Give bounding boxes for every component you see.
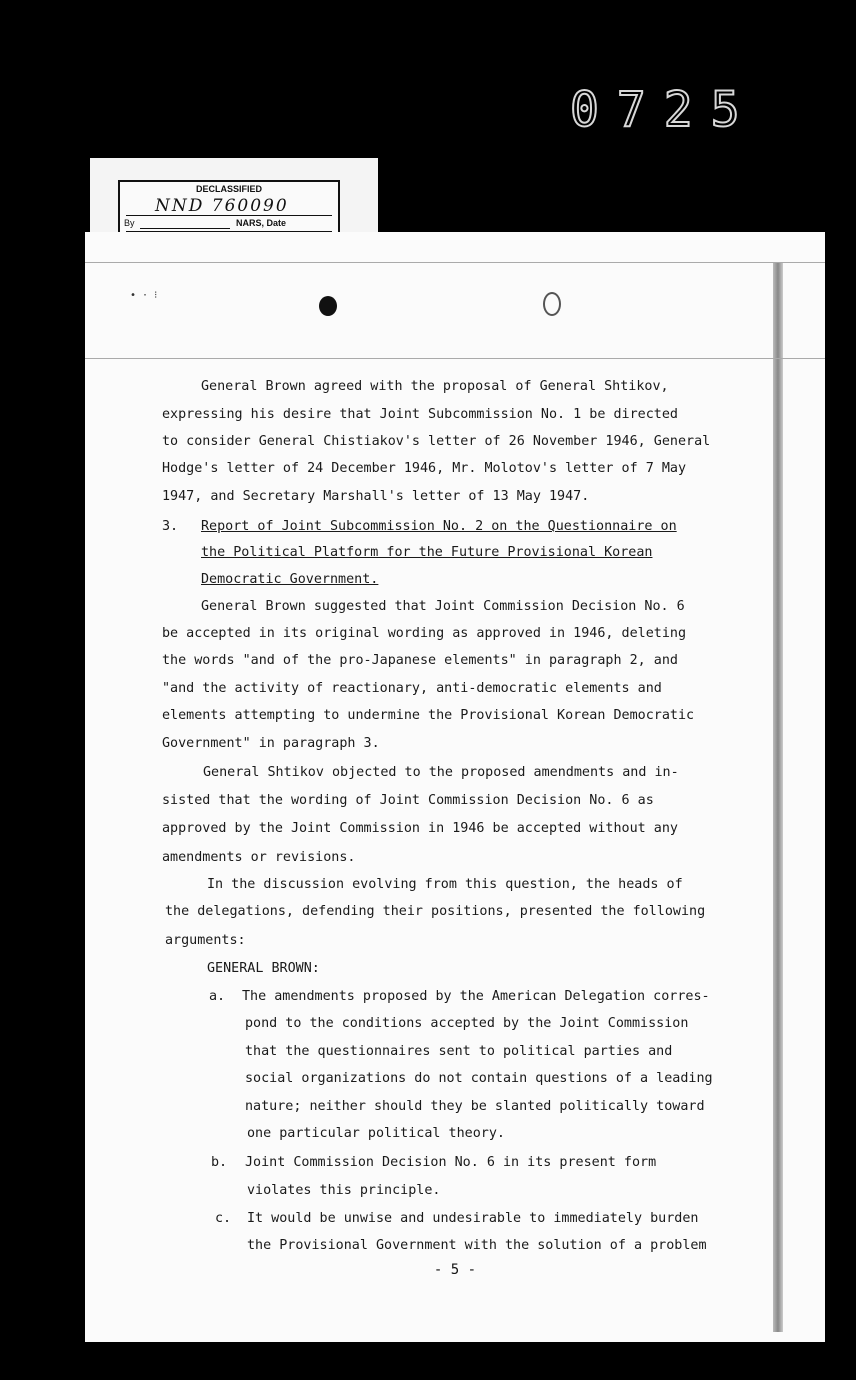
document-line: to consider General Chistiakov's letter of 26 November 1946, General [162, 434, 711, 449]
document-line: elements attempting to undermine the Provisional Korean Democratic [162, 708, 695, 723]
document-page [85, 232, 825, 1342]
document-line: violates this principle. [247, 1183, 441, 1198]
document-line: one particular political theory. [247, 1126, 505, 1141]
document-line: GENERAL BROWN: [207, 961, 320, 976]
document-line: that the questionnaires sent to political parties and [245, 1044, 673, 1059]
page-rule [85, 262, 825, 263]
document-line: the words "and of the pro-Japanese elements" in paragraph 2, and [162, 653, 678, 668]
document-line: be accepted in its original wording as approved in 1946, deleting [162, 626, 687, 641]
document-line: Democratic Government. [201, 572, 379, 587]
document-line: General Brown agreed with the proposal of General Shtikov, [201, 379, 669, 394]
document-line: In the discussion evolving from this question, the heads of [207, 877, 683, 892]
document-line: General Brown suggested that Joint Commission Decision No. 6 [201, 599, 685, 614]
document-line: c. [215, 1211, 232, 1226]
document-line: General Shtikov objected to the proposed amendments and in- [203, 765, 679, 780]
document-line: approved by the Joint Commission in 1946 be accepted without any [162, 821, 678, 836]
document-line: The amendments proposed by the American Delegation corres- [242, 989, 710, 1004]
stamp-authority: NND 760090 [155, 196, 289, 216]
document-line: Government" in paragraph 3. [162, 736, 380, 751]
document-line: It would be unwise and undesirable to immediately burden [247, 1211, 699, 1226]
stamp-box [118, 180, 340, 238]
document-line: nature; neither should they be slanted politically toward [245, 1099, 705, 1114]
declassification-stamp [90, 158, 378, 240]
document-line: social organizations do not contain questions of a leading [245, 1071, 713, 1086]
document-line: Hodge's letter of 24 December 1946, Mr. Molotov's letter of 7 May [162, 461, 687, 476]
document-line: sisted that the wording of Joint Commission Decision No. 6 as [162, 793, 654, 808]
document-line: 1947, and Secretary Marshall's letter of 13 May 1947. [162, 489, 590, 504]
document-line: expressing his desire that Joint Subcommission No. 1 be directed [162, 407, 678, 422]
document-line: the Political Platform for the Future Provisional Korean [201, 545, 653, 560]
punch-hole [319, 296, 337, 316]
stamp-heading: DECLASSIFIED [195, 184, 262, 194]
stamp-rule [126, 215, 332, 216]
document-line: "and the activity of reactionary, anti-democratic elements and [162, 681, 662, 696]
document-line: Joint Commission Decision No. 6 in its present form [245, 1155, 657, 1170]
document-line: a. [209, 989, 226, 1004]
document-line: amendments or revisions. [162, 850, 356, 865]
page-edge-shadow [773, 262, 783, 1332]
punch-hole-outline [543, 292, 561, 316]
document-line: b. [211, 1155, 228, 1170]
stamp-nars-label: NARS, Date [236, 218, 287, 228]
stamp-by-label: By [124, 218, 135, 228]
document-line: the delegations, defending their positions, presented the following [165, 904, 706, 919]
document-line: pond to the conditions accepted by the Joint Commission [245, 1016, 689, 1031]
document-line: Report of Joint Subcommission No. 2 on the Questionnaire on [201, 519, 677, 534]
document-line: the Provisional Government with the solution of a problem [247, 1238, 707, 1253]
stamp-by-blank [140, 228, 230, 229]
document-line: arguments: [165, 933, 246, 948]
frame-number: 0725 [570, 82, 758, 138]
page-rule [85, 358, 825, 359]
document-line: 3. [162, 519, 179, 534]
page-number: - 5 - [433, 1262, 477, 1278]
page-speck: • · ⁝ [130, 290, 158, 301]
